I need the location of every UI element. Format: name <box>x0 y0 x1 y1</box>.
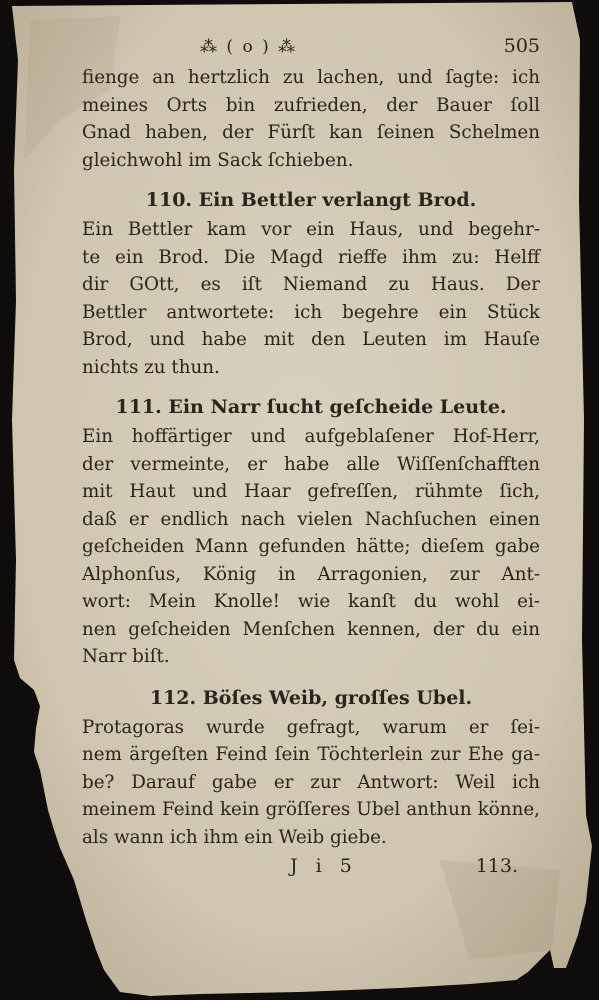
text-line: nem ärgeſten Feind ſein Töchterlein zur Ehe ga- <box>82 744 540 765</box>
text-line: gleichwohl im Sack ſchieben. <box>82 149 354 171</box>
section-heading: 111. Ein Narr ſucht geſcheide Leute. <box>115 396 507 418</box>
section-heading: 110. Ein Bettler verlangt Brod. <box>145 189 477 211</box>
text-line: wort: Mein Knolle! wie kanſt du wohl ei- <box>82 591 540 612</box>
text-line: be? Darauf gabe er zur Antwort: Weil ich <box>82 771 540 793</box>
text-line: Ein hoffärtiger und aufgeblaſener Hof-Herr, <box>82 426 540 447</box>
text-line: Alphonſus, König in Arragonien, zur Ant- <box>82 563 540 585</box>
section-112 <box>82 683 540 852</box>
text-line: meinem Feind kein gröſſeres Ubel anthun könne, <box>82 799 540 820</box>
text-line: Bettler antwortete: ich begehre ein Stück <box>82 301 540 323</box>
text-line: als wann ich ihm ein Weib giebe. <box>82 826 387 848</box>
section-110 <box>82 185 540 381</box>
page-footer <box>82 853 540 883</box>
text-line: der vermeinte, er habe alle Wiſſenſchafften <box>82 453 540 475</box>
page-number: 505 <box>503 35 540 57</box>
section-heading: 112. Böſes Weib, groſſes Ubel. <box>149 686 473 709</box>
text-line: Narr biſt. <box>82 646 170 667</box>
text-line: fienge an hertzlich zu lachen, und ſagte: ich <box>82 67 540 88</box>
text-line: Protagoras wurde gefragt, warum er ſei- <box>82 716 540 738</box>
page-header <box>82 32 540 64</box>
text-line: meines Orts bin zufrieden, der Bauer ſoll <box>82 94 540 116</box>
text-line: Ein Bettler kam vor ein Haus, und begehr- <box>82 219 540 240</box>
text-line: nen geſcheiden Menſchen kennen, der du ein <box>82 618 540 640</box>
intro-paragraph <box>82 64 540 174</box>
text-line: mit Haut und Haar gefreſſen, rühmte ſich, <box>82 481 540 502</box>
text-line: dir GOtt, es iſt Niemand zu Haus. Der <box>82 274 540 295</box>
header-ornament: ⁂ ( o ) ⁂ <box>200 37 298 57</box>
page-text <box>82 32 540 883</box>
text-line: Brod, und habe mit den Leuten im Hauſe <box>82 329 540 350</box>
text-line: geſcheiden Mann gefunden hätte; dieſem gabe <box>82 536 540 557</box>
text-line: nichts zu thun. <box>82 356 220 378</box>
text-line: Gnad haben, der Fürſt kan ſeinen Schelmen <box>82 122 540 143</box>
signature-mark: J i 5 <box>290 855 358 877</box>
text-line: te ein Brod. Die Magd rieffe ihm zu: Helff <box>82 246 540 268</box>
text-line: daß er endlich nach vielen Nachſuchen einen <box>82 508 540 530</box>
section-111 <box>82 392 540 671</box>
catchword: 113. <box>475 855 518 877</box>
